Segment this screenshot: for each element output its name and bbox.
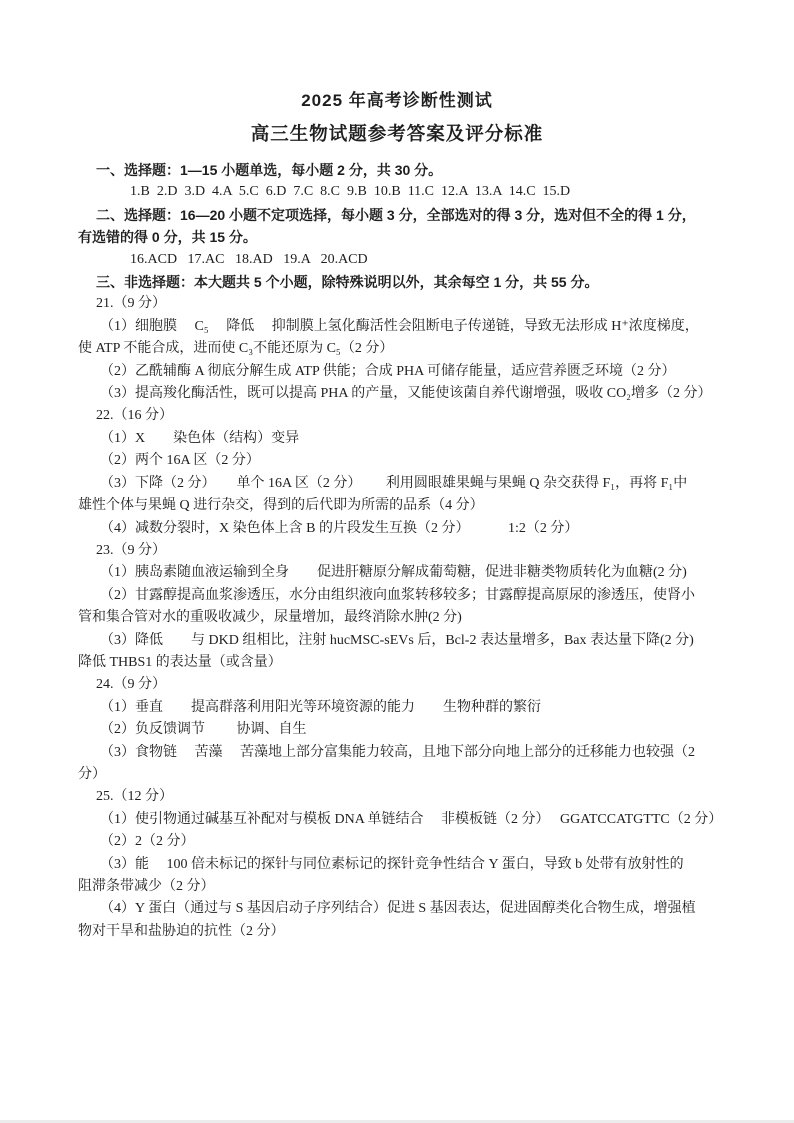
q25-answer-2: （2）2（2 分） — [100, 834, 195, 850]
q24-header: 24.（9 分） — [96, 677, 166, 693]
q25-answer-4: （4）Y 蛋白（通过与 S 基因启动子序列结合）促进 S 基因表达，促进固醇类化合物生成，增强植 — [100, 901, 696, 917]
section-1-answers: 1.B 2.D 3.D 4.A 5.C 6.D 7.C 8.C 9.B 10.B 11.C 12.A 13.A 14.C 15.D — [130, 184, 571, 200]
section-2-heading-cont: 有选错的得 0 分，共 15 分。 — [78, 229, 257, 246]
section-2-heading: 二、选择题：16—20 小题不定项选择，每小题 3 分，全部选对的得 3 分，选对但不全的得 1 分， — [96, 206, 696, 223]
q23-answer-3-cont: 降低 THBS1 的表达量（或含量） — [78, 654, 282, 670]
q25-header: 25.（12 分） — [96, 789, 173, 805]
q24-answer-2: （2）负反馈调节 协调、自生 — [100, 722, 307, 738]
q22-answer-3: （3）下降（2 分） 单个 16A 区（2 分） 利用圆眼雄果蝇与果蝇 Q 杂交获得 F₁，再将 F₁中 — [100, 475, 688, 491]
section-3-heading: 三、非选择题：本大题共 5 个小题，除特殊说明以外，其余每空 1 分，共 55 分。 — [96, 274, 599, 291]
q21-header: 21.（9 分） — [96, 296, 166, 312]
q21-answer-1-cont: 使 ATP 不能合成，进而使 C₃不能还原为 C₅（2 分） — [78, 341, 394, 357]
q24-answer-3: （3）食物链 苦藻 苦藻地上部分富集能力较高，且地下部分向地上部分的迁移能力也较强（2 — [100, 744, 695, 760]
q22-answer-4: （4）减数分裂时，X 染色体上含 B 的片段发生互换（2 分） 1:2（2 分） — [100, 520, 579, 536]
q23-answer-2-cont: 管和集合管对水的重吸收减少，尿量增加，最终消除水肿(2 分) — [78, 610, 462, 626]
q22-header: 22.（16 分） — [96, 408, 173, 424]
q22-answer-2: （2）两个 16A 区（2 分） — [100, 453, 260, 469]
q25-answer-3: （3）能 100 倍未标记的探针与同位素标记的探针竞争性结合 Y 蛋白，导致 b 处带有放射性的 — [100, 856, 684, 872]
section-1-heading: 一、选择题：1—15 小题单选，每小题 2 分，共 30 分。 — [96, 162, 443, 178]
q24-answer-1: （1）垂直 提高群落利用阳光等环境资源的能力 生物种群的繁衍 — [100, 699, 541, 715]
section-2-answers: 16.ACD 17.AC 18.AD 19.A 20.ACD — [130, 251, 368, 267]
q22-answer-1: （1）X 染色体（结构）变异 — [100, 430, 300, 446]
document-body — [0, 159, 794, 943]
q24-answer-3-cont: 分） — [78, 766, 106, 782]
q23-answer-3: （3）降低 与 DKD 组相比，注射 hucMSC-sEVs 后，Bcl-2 表达量增多，Bax 表达量下降(2 分) — [100, 632, 694, 648]
q22-answer-3-cont: 雄性个体与果蝇 Q 进行杂交，得到的后代即为所需的品系（4 分） — [78, 498, 484, 514]
q23-answer-2: （2）甘露醇提高血浆渗透压，水分由组织液向血浆转移较多；甘露醇提高原尿的渗透压，使肾小 — [100, 587, 695, 603]
q23-answer-1: （1）胰岛素随血液运输到全身 促进肝糖原分解成葡萄糖，促进非糖类物质转化为血糖(2 分) — [100, 565, 687, 581]
q25-answer-3-cont: 阻滞条带减少（2 分） — [78, 879, 215, 894]
document-title-block — [0, 0, 794, 146]
q25-answer-1: （1）使引物通过碱基互补配对与模板 DNA 单链结合 非模板链（2 分） GGATCCATGTTC（2 分） — [100, 811, 723, 827]
q21-answer-1: （1）细胞膜 C₅ 降低 抑制膜上氢化酶活性会阻断电子传递链，导致无法形成 H⁺浓度梯度， — [100, 318, 699, 334]
q25-answer-4-cont: 物对干旱和盐胁迫的抗性（2 分） — [78, 923, 285, 939]
q21-answer-3: （3）提高羧化酶活性，既可以提高 PHA 的产量，又能使该菌自养代谢增强，吸收 CO₂增多（2 分） — [100, 386, 712, 402]
document-title-line-2: 高三生物试题参考答案及评分标准 — [250, 123, 544, 144]
q23-header: 23.（9 分） — [96, 542, 166, 558]
document-title-line-1: 2025 年高考诊断性测试 — [301, 91, 493, 110]
q21-answer-2: （2）乙酰辅酶 A 彻底分解生成 ATP 供能；合成 PHA 可储存能量，适应营养匮乏环境（2 分） — [100, 363, 676, 379]
